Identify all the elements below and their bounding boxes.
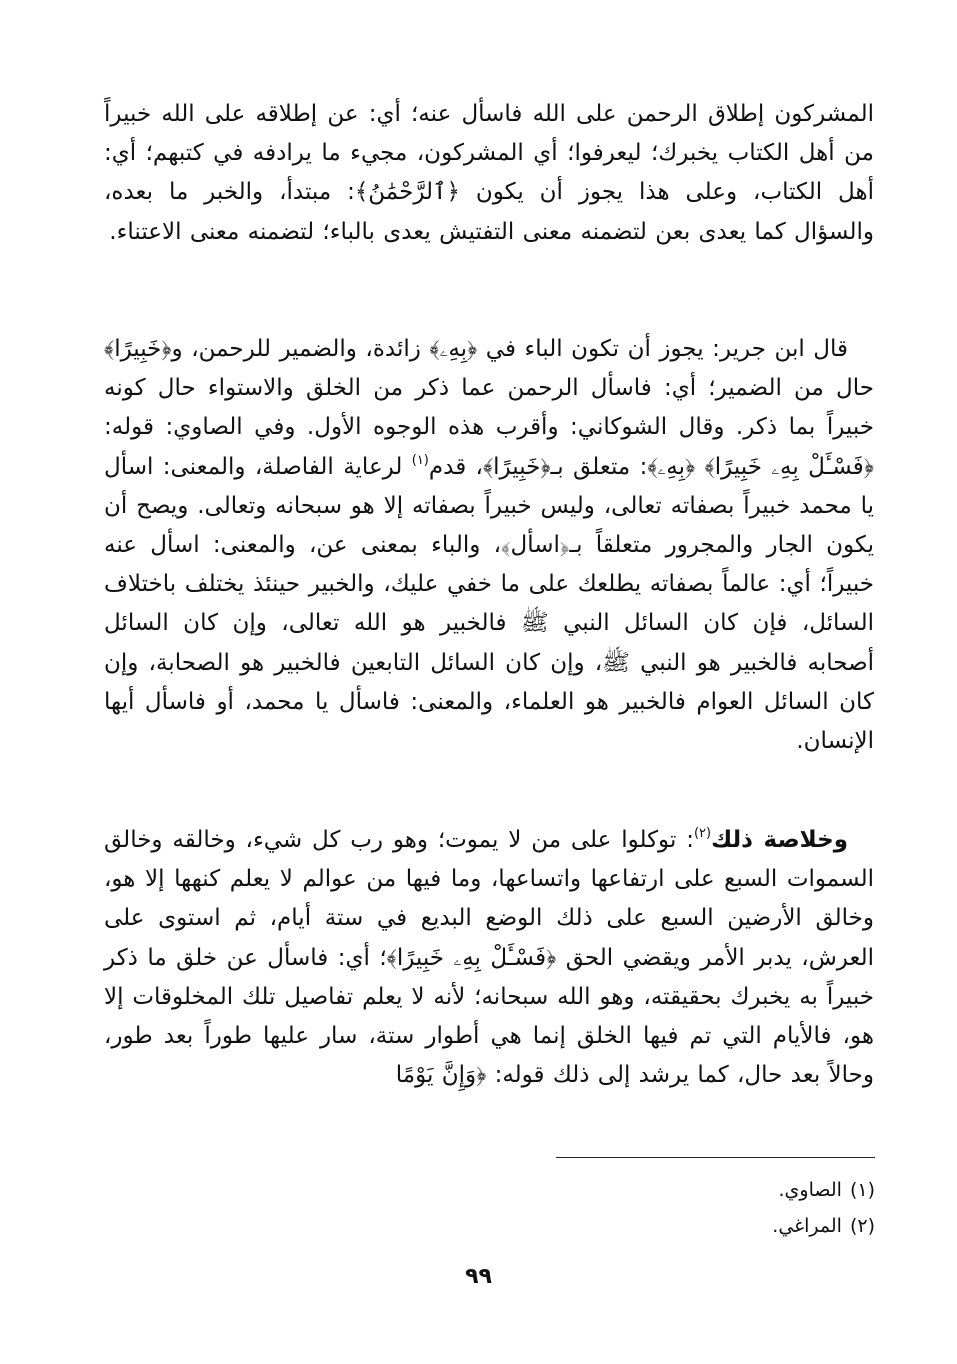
footnote-ref-2[interactable]: (٢) — [693, 826, 712, 841]
paragraph-3 — [104, 821, 874, 1095]
footnote-text: المراغي. — [772, 1215, 842, 1237]
footnote-item — [560, 1172, 875, 1208]
page-number: ٩٩ — [465, 1264, 492, 1289]
footnote-ref-1[interactable]: (١) — [411, 452, 429, 468]
paragraph-2 — [104, 330, 874, 761]
footnote-text: الصاوي. — [778, 1179, 842, 1201]
footnotes — [560, 1172, 875, 1244]
paragraph-2-text-b: لرعاية الفاصلة، والمعنى: اسأل يا محمد خبيراً بصفاته تعالى، وليس خبيراً بصفاته إلا هو سبحانه وتعالى. ويصح أن يكون الجار والمجرور متعلقاً بـ﴿اسأل﴾، والباء بمعنى عن، والمعنى: اسأل عنه خبيراً؛ أي: عالماً بصفاته يطلعك على ما خفي عليك، والخبير حينئذ يختلف باختلاف السائل، فإن كان السائل النبي ﷺ فالخبير هو الله تعالى، وإن كان السائل أصحابه فالخبير هو النبي ﷺ، وإن كان السائل التابعين فالخبير هو الصحابة، وإن كان السائل العوام فالخبير هو العلماء، والمعنى: فاسأل يا محمد، أو فاسأل أيها الإنسان. — [104, 453, 874, 755]
footnote-divider — [556, 1157, 875, 1158]
summary-heading: وخلاصة ذلك — [711, 827, 849, 853]
paragraph-1-text: المشركون إطلاق الرحمن على الله فاسأل عنه؛ أي: عن إطلاقه على الله خبيراً من أهل الكتاب يخبرك؛ ليعرفوا؛ أي المشركون، مجيء ما يرادفه في كتبهم؛ أي: أهل الكتاب، وعلى هذا يجوز أن يكون ﴿ٱلرَّحْمَٰنُ﴾: مبتدأ، والخبر ما بعده، والسؤال كما يعدى بعن لتضمنه معنى التفتيش يعدى بالباء؛ لتضمنه معنى الاعتناء. — [104, 101, 874, 245]
paragraph-2-text-a: قال ابن جرير: يجوز أن تكون الباء في ﴿بِهِۦ﴾ زائدة، والضمير للرحمن، و﴿خَبِيرًا﴾ حال من الضمير؛ أي: فاسأل الرحمن عما ذكر من الخلق والاستواء حال كونه خبيراً بما ذكر. وقال الشوكاني: وأقرب هذه الوجوه الأول. وفي الصاوي: قوله: ﴿فَسْـَٔلْ بِهِۦ خَبِيرًا﴾ ﴿بِهِۦ﴾: متعلق بـ﴿خَبِيرًا﴾، قدم — [104, 336, 874, 480]
paragraph-3-text: : توكلوا على من لا يموت؛ وهو رب كل شيء، وخالقه وخالق السموات السبع على ارتفاعها واتساعها، وما فيها من عوالم لا يعلم كنهها إلا هو، وخالق الأرضين السبع على ذلك الوضع البديع في ستة أيام، ثم استوى على العرش، يدبر الأمر ويقضي الحق ﴿فَسْـَٔلْ بِهِۦ خَبِيرًا﴾؛ أي: فاسأل عن خلق ما ذكر خبيراً به يخبرك بحقيقته، وهو الله سبحانه؛ لأنه لا يعلم تفاصيل تلك المخلوقات إلا هو، فالأيام التي تم فيها الخلق إنما هي أطوار ستة، سار عليها طوراً بعد طور، وحالاً بعد حال، كما يرشد إلى ذلك قوله: ﴿وَإِنَّ يَوْمًا — [104, 827, 874, 1089]
footnote-number: (٢) — [849, 1215, 875, 1237]
footnote-number: (١) — [849, 1179, 875, 1201]
paragraph-1 — [104, 95, 874, 252]
footnote-item — [560, 1208, 875, 1244]
